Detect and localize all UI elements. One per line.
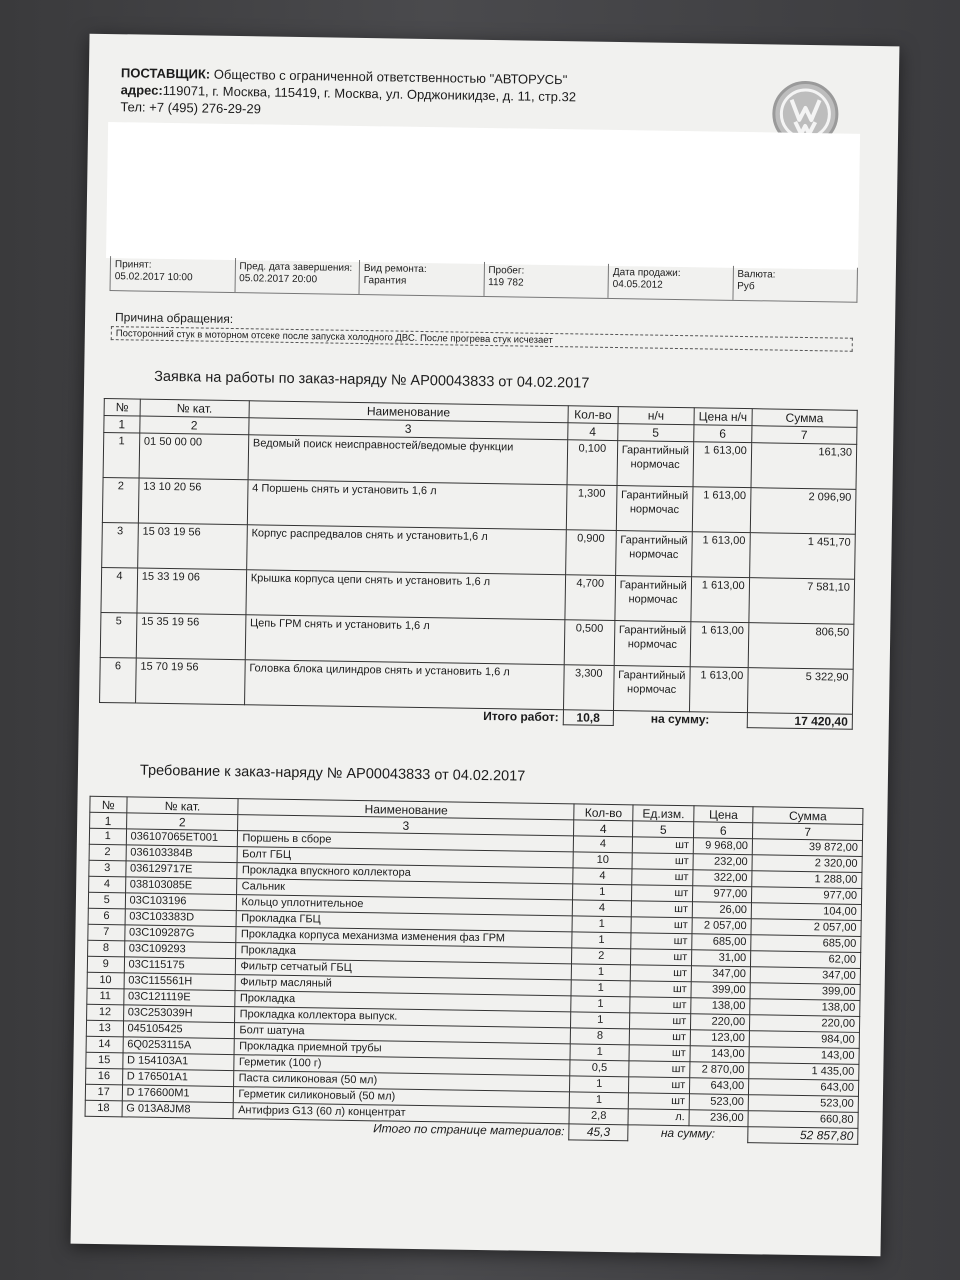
unit: шт [632,885,693,902]
row-number: 10 [87,972,124,989]
item-name: Фильтр масляный [236,975,572,996]
col-number: 7 [751,426,857,445]
row-number: 11 [87,988,124,1005]
parts-table [84,796,863,1145]
catalog-number: D 176600M1 [122,1085,234,1103]
quantity: 4,700 [565,575,616,621]
supplier-label: ПОСТАВЩИК: [120,65,211,82]
item-name: Кольцо уплотнительное [237,895,573,916]
row-number: 1 [89,828,126,845]
sum: 984,00 [749,1031,859,1049]
unit: шт [629,1029,690,1046]
price: 2 870,00 [690,1062,749,1079]
item-name: Прокладка [235,991,571,1012]
unit: шт [632,869,693,886]
sum: 2 320,00 [752,855,862,873]
sum: 806,50 [748,623,854,670]
row-number: 5 [88,892,125,909]
unit: Гарантийный нормочас [616,486,693,532]
parts-total-label: Итого по странице материалов: [373,1121,565,1139]
price: 138,00 [691,998,750,1015]
sum: 5 322,90 [747,668,853,715]
item-name: 4 Поршень снять и установить 1,6 л [247,480,567,530]
works-total-qty: 10,8 [563,710,613,726]
catalog-number: 15 03 19 56 [137,523,247,570]
sum: 660,80 [748,1111,858,1129]
catalog-number: 03C115175 [124,957,236,975]
info-sale-date: Дата продажи: 04.05.2012 [607,264,732,300]
quantity: 2,8 [569,1108,628,1125]
supplier-name: Общество с ограниченной ответственностью "АВТОРУСЬ" [213,66,568,88]
quantity: 3,300 [563,665,614,711]
item-name: Антифриз G13 (60 л) концентрат [234,1103,570,1124]
item-name: Ведомый поиск неисправностей/ведомые функции [248,435,568,485]
sum: 2 096,90 [750,488,856,535]
sum: 347,00 [750,967,860,985]
item-name: Прокладка впускного коллектора [237,863,573,884]
parts-total-sum-label: на сумму: [660,1126,716,1141]
sum: 104,00 [751,903,861,921]
catalog-number: 03C253039H [123,1005,235,1023]
item-name: Герметик силиконовый (50 мл) [234,1087,570,1108]
unit: шт [632,853,693,870]
catalog-number: 03C109293 [124,941,236,959]
row-number: 12 [87,1004,124,1021]
sum: 643,00 [749,1079,859,1097]
sum: 1 451,70 [749,533,855,580]
works-header-cell: Сумма [752,409,858,428]
works-total-label: Итого работ: [483,708,559,725]
supplier-block [120,64,576,122]
sum: 977,00 [752,887,862,905]
row-number: 5 [100,612,137,658]
quantity: 0,900 [565,530,616,576]
sum: 685,00 [751,935,861,953]
quantity: 1 [571,980,630,997]
catalog-number: 15 33 19 06 [137,568,247,615]
info-accepted: Принят: 05.02.2017 10:00 [114,259,193,284]
parts-total-qty: 45,3 [569,1124,628,1141]
catalog-number: 045105425 [123,1021,235,1039]
row-number: 13 [86,1020,123,1037]
row-number: 9 [87,956,124,973]
catalog-number: 13 10 20 56 [138,478,248,525]
catalog-number: 01 50 00 00 [139,433,249,480]
item-name: Паста силиконовая (50 мл) [234,1071,570,1092]
works-total-sum-label: на сумму: [650,711,710,727]
quantity: 1 [571,996,630,1013]
row-number: 2 [102,477,139,523]
unit: шт [631,917,692,934]
row-number: 2 [89,844,126,861]
quantity: 1 [573,884,632,901]
col-number: 2 [140,416,249,435]
supplier-address: 119071, г. Москва, 115419, г. Москва, ул. Орджоникидзе, д. 11, стр.32 [162,82,577,105]
row-number: 1 [103,432,140,478]
quantity: 10 [573,852,632,869]
unit: шт [630,997,691,1014]
col-number: 3 [238,815,574,836]
sum: 523,00 [748,1095,858,1113]
supplier-phone: +7 (495) 276-29-29 [149,99,262,117]
item-name: Крышка корпуса цепи снять и установить 1,6 л [246,570,566,620]
quantity: 8 [570,1028,629,1045]
quantity: 1 [571,964,630,981]
info-currency: Валюта: Руб [732,266,857,302]
catalog-number: 15 70 19 56 [135,658,245,705]
item-name: Корпус распредвалов снять и установить1,6 л [246,525,566,575]
price: 1 613,00 [690,622,748,668]
parts-header-cell: № [90,796,127,813]
parts-header-cell: Наименование [238,799,574,820]
price: 123,00 [690,1030,749,1047]
price: 1 613,00 [689,667,747,713]
item-name: Цепь ГРМ снять и установить 1,6 л [245,615,565,665]
price: 1 613,00 [692,487,750,533]
catalog-number: 03C115561H [124,973,236,991]
row-number: 4 [101,567,138,613]
price: 643,00 [690,1078,749,1095]
works-header-cell: Цена н/ч [694,408,752,426]
unit: Гарантийный нормочас [617,441,694,487]
works-header-cell: № [104,398,140,416]
price: 399,00 [691,982,750,999]
price: 685,00 [692,934,751,951]
price: 977,00 [693,886,752,903]
price: 322,00 [693,870,752,887]
row-number: 3 [89,860,126,877]
row-number: 6 [88,908,125,925]
quantity: 0,500 [564,620,615,666]
unit: шт [629,1077,690,1094]
works-header-cell: н/ч [618,407,694,425]
price: 232,00 [693,854,752,871]
sum: 39 872,00 [752,839,862,857]
col-number: 5 [633,821,694,838]
row-number: 15 [86,1052,123,1069]
col-number: 1 [90,812,127,829]
row-number: 17 [85,1084,122,1101]
price: 236,00 [689,1110,748,1127]
price: 523,00 [689,1094,748,1111]
price: 2 057,00 [692,918,751,935]
col-number: 6 [694,425,752,443]
works-title: Заявка на работы по заказ-наряду № АР00043833 от 04.02.2017 [154,368,590,392]
unit: Гарантийный нормочас [615,576,692,622]
quantity: 1 [572,932,631,949]
col-number: 3 [249,418,568,440]
unit: шт [630,981,691,998]
row-number: 6 [100,657,137,703]
unit: шт [631,901,692,918]
item-name: Болт шатуна [235,1023,571,1044]
col-number: 1 [104,415,140,433]
price: 347,00 [691,966,750,983]
catalog-number: 03C103196 [125,893,237,911]
quantity: 1 [570,1076,629,1093]
col-number: 4 [568,423,618,441]
row-number: 4 [89,876,126,893]
price: 1 613,00 [693,442,751,488]
works-header-cell: Кол-во [568,406,618,424]
parts-header-cell: Ед.изм. [633,805,694,822]
catalog-number: 6Q0253115A [123,1037,235,1055]
parts-title: Требование к заказ-наряду № АР00043833 от 04.02.2017 [139,762,526,785]
item-name: Болт ГБЦ [238,847,574,868]
col-number: 2 [126,813,238,831]
works-header-cell: Наименование [249,401,568,423]
sum: 1 288,00 [752,871,862,889]
sum: 7 581,10 [749,578,855,625]
quantity: 2 [572,948,631,965]
catalog-number: 15 35 19 56 [136,613,246,660]
parts-header-cell: Сумма [753,807,863,825]
catalog-number: D 176501A1 [122,1069,234,1087]
parts-header-cell: Кол-во [574,804,633,821]
item-name: Прокладка ГБЦ [237,911,573,932]
catalog-number: G 013A8JM8 [122,1101,234,1119]
quantity: 0,5 [570,1060,629,1077]
works-header-cell: № кат. [140,399,249,418]
unit: шт [631,949,692,966]
quantity: 1 [572,916,631,933]
unit: шт [629,1061,690,1078]
item-name: Сальник [237,879,573,900]
sum: 62,00 [751,951,861,969]
row-number: 16 [86,1068,123,1085]
catalog-number: 036103384B [126,845,238,863]
catalog-number: 03C121119E [123,989,235,1007]
col-number: 4 [574,820,633,837]
info-completion-date: Пред. дата завершения: 05.02.2017 20:00 [234,258,359,294]
unit: л. [628,1109,689,1126]
col-number: 6 [694,822,753,839]
row-number: 3 [102,522,139,568]
item-name: Головка блока цилиндров снять и установить 1,6 л [244,660,564,710]
unit: шт [632,837,693,854]
price: 26,00 [692,902,751,919]
unit: шт [628,1093,689,1110]
catalog-number: D 154103A1 [122,1053,234,1071]
item-name: Прокладка корпуса механизма изменения фаз ГРМ [236,927,572,948]
info-mileage: Пробег: 119 782 [483,262,608,298]
price: 1 613,00 [691,577,749,623]
phone-label: Тел: [120,99,146,115]
sum: 1 435,00 [749,1063,859,1081]
quantity: 4 [572,900,631,917]
quantity: 1 [569,1092,628,1109]
price: 220,00 [691,1014,750,1031]
catalog-number: 03C103383D [125,909,237,927]
row-number: 7 [88,924,125,941]
quantity: 1,300 [566,485,617,531]
parts-total-sum: 52 857,80 [748,1127,858,1145]
item-name: Фильтр сетчатый ГБЦ [236,959,572,980]
sum: 138,00 [750,999,860,1017]
quantity: 0,100 [567,440,618,486]
item-name: Поршень в сборе [238,831,574,852]
row-number: 18 [85,1100,122,1117]
sum: 143,00 [749,1047,859,1065]
quantity: 4 [573,836,632,853]
unit: шт [630,1013,691,1030]
row-number: 14 [86,1036,123,1053]
parts-header-cell: № кат. [126,797,238,815]
sum: 2 057,00 [751,919,861,937]
unit: Гарантийный нормочас [614,621,691,667]
price: 143,00 [690,1046,749,1063]
col-number: 5 [617,424,693,442]
reason-text: Посторонний стук в моторном отсеке после запуска холодного ДВС. После прогрева стук исчезает [111,326,853,352]
address-label: адрес: [120,82,163,98]
invoice-sheet [71,34,900,1257]
catalog-number: 036129717E [125,861,237,879]
item-name: Прокладка приемной трубы [235,1039,571,1060]
unit: шт [631,933,692,950]
quantity: 1 [570,1044,629,1061]
info-repair-type: Вид ремонта: Гарантия [358,260,483,296]
unit: шт [629,1045,690,1062]
catalog-number: 036107065ET001 [126,829,238,847]
quantity: 4 [573,868,632,885]
unit: Гарантийный нормочас [613,666,690,712]
col-number: 7 [753,823,863,841]
reason-label: Причина обращения: [114,310,234,327]
item-name: Герметик (100 г) [234,1055,570,1076]
row-number: 8 [88,940,125,957]
item-name: Прокладка коллектора выпуск. [235,1007,571,1028]
quantity: 1 [571,1012,630,1029]
price: 1 613,00 [692,532,750,578]
sum: 161,30 [751,443,857,490]
works-total-sum: 17 420,40 [747,713,853,730]
works-table [99,398,858,730]
parts-header-cell: Цена [694,806,753,823]
unit: шт [630,965,691,982]
catalog-number: 038103085E [125,877,237,895]
price: 31,00 [692,950,751,967]
redacted-area [106,122,860,270]
price: 9 968,00 [693,838,752,855]
sum: 399,00 [750,983,860,1001]
sum: 220,00 [750,1015,860,1033]
catalog-number: 03C109287G [124,925,236,943]
item-name: Прокладка [236,943,572,964]
unit: Гарантийный нормочас [615,531,692,577]
